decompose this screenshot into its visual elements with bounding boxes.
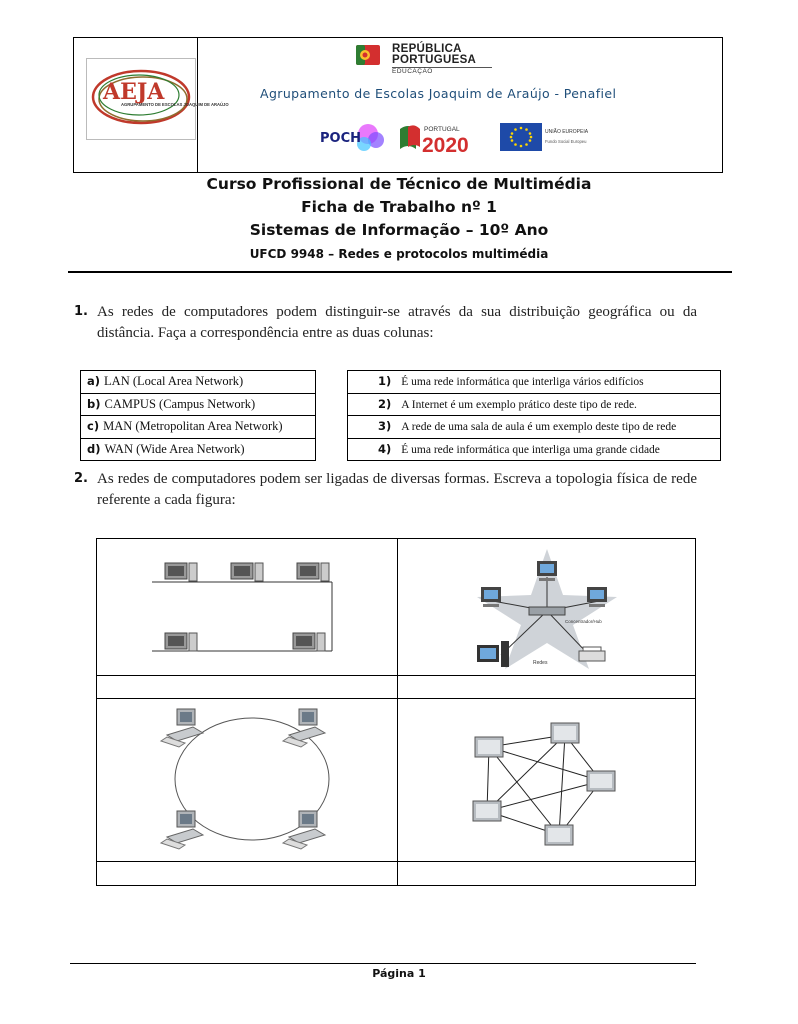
table-row <box>81 416 316 439</box>
pc-icon <box>545 825 573 845</box>
school-logo <box>86 58 229 140</box>
poch-icon <box>318 120 388 154</box>
pc-icon <box>283 811 325 849</box>
answer-cell-star[interactable] <box>398 676 694 697</box>
pc-icon <box>587 771 615 791</box>
table-row <box>81 438 316 461</box>
pc-icon <box>161 709 203 747</box>
ring-topology-figure <box>157 705 347 857</box>
school-name: Agrupamento de Escolas Joaquim de Araújo - Penafiel <box>260 86 617 101</box>
footer-rule <box>70 963 696 964</box>
hub-icon <box>529 607 565 615</box>
question1-number: 1. <box>74 304 88 319</box>
left-key: c) <box>87 419 100 434</box>
course-title: Curso Profissional de Técnico de Multimédia <box>206 175 592 193</box>
table-row <box>348 438 721 461</box>
question2-number: 2. <box>74 471 88 486</box>
poch-logo <box>318 120 388 158</box>
eu-label: UNIÃO EUROPEIA <box>545 129 589 135</box>
pc-icon <box>475 737 503 757</box>
pc-icon <box>481 587 501 607</box>
pc-icon <box>473 801 501 821</box>
table-row <box>81 371 316 394</box>
bus-topology-figure <box>147 557 347 662</box>
pc-icon <box>293 633 325 651</box>
logo-letters: AEJA <box>103 79 165 105</box>
pc-icon <box>165 633 197 651</box>
right-key: 4) <box>378 441 392 456</box>
left-key: a) <box>87 374 101 389</box>
pc-icon <box>165 563 197 581</box>
subject-title: Sistemas de Informação – 10º Ano <box>249 221 549 239</box>
left-text: CAMPUS (Campus Network) <box>104 396 256 411</box>
portugal-flag-icon <box>354 41 384 69</box>
match-table-right <box>347 370 721 461</box>
republica-line2: PORTUGUESA <box>392 54 477 66</box>
pc-icon <box>283 709 325 747</box>
star-topology-figure <box>467 547 627 672</box>
republica-line1: REPÚBLICA <box>392 43 462 55</box>
figs-divider-h2 <box>97 698 695 699</box>
left-text: WAN (Wide Area Network) <box>104 441 245 456</box>
match-table-left <box>80 370 316 461</box>
pc-icon <box>231 563 263 581</box>
pc-icon <box>587 587 607 607</box>
answer-cell-bus[interactable] <box>98 676 396 697</box>
educacao-label: EDUCAÇÃO <box>392 68 433 75</box>
table-row <box>348 371 721 394</box>
right-text: É uma rede informática que interliga vários edifícios <box>401 376 644 389</box>
pc-icon <box>551 723 579 743</box>
question1-text: As redes de computadores podem distinguir-se através da sua distribuição geográfica ou da distância. Faça a correspondência entre as duas colunas: <box>97 304 697 341</box>
question2-text: As redes de computadores podem ser ligadas de diversas formas. Escreva a topologia física de rede referente a cada figura: <box>97 471 697 508</box>
table-row <box>348 416 721 439</box>
pc-icon <box>537 561 557 581</box>
right-text: É uma rede informática que interliga uma grande cidade <box>401 443 660 456</box>
left-key: b) <box>87 396 101 411</box>
portugal-text: PORTUGAL <box>424 126 460 133</box>
year-2020-text: 2020 <box>422 134 469 157</box>
left-text: MAN (Metropolitan Area Network) <box>103 419 283 434</box>
mesh-topology-figure <box>467 719 627 859</box>
answer-cell-mesh[interactable] <box>398 862 694 884</box>
title-rule <box>68 271 732 273</box>
pc-icon <box>161 811 203 849</box>
portugal2020-icon <box>398 121 488 155</box>
ufcd-title: UFCD 9948 – Redes e protocolos multimédia <box>249 247 549 261</box>
right-key: 2) <box>378 396 392 411</box>
left-text: LAN (Local Area Network) <box>104 374 244 389</box>
printer-icon <box>579 647 605 661</box>
poch-text: POCH <box>320 131 361 146</box>
topology-figures-table <box>96 538 696 886</box>
figs-divider-v <box>397 539 398 885</box>
pc-icon <box>477 641 509 667</box>
net-label: Redes <box>533 660 548 666</box>
aeja-logo-icon <box>87 59 229 139</box>
pc-icon <box>297 563 329 581</box>
page-number: Página 1 <box>372 967 426 980</box>
eu-fund: Fundo Social Europeu <box>545 139 587 144</box>
right-text: A Internet é um exemplo prático deste tipo de rede. <box>401 398 637 411</box>
answer-cell-ring[interactable] <box>98 862 396 884</box>
left-key: d) <box>87 441 101 456</box>
portugal2020-logo <box>398 121 488 159</box>
worksheet-title: Ficha de Trabalho nº 1 <box>301 198 497 216</box>
hub-label: Concentrador/Hub <box>565 619 602 624</box>
table-row <box>81 393 316 416</box>
table-row <box>348 393 721 416</box>
logo-subtext: AGRUPAMENTO DE ESCOLAS JOAQUIM DE ARAÚJO <box>121 102 229 107</box>
right-key: 3) <box>378 419 392 434</box>
eu-logo <box>500 123 600 157</box>
right-key: 1) <box>378 374 392 389</box>
right-text: A rede de uma sala de aula é um exemplo deste tipo de rede <box>401 421 677 434</box>
eu-flag-icon <box>500 123 600 153</box>
